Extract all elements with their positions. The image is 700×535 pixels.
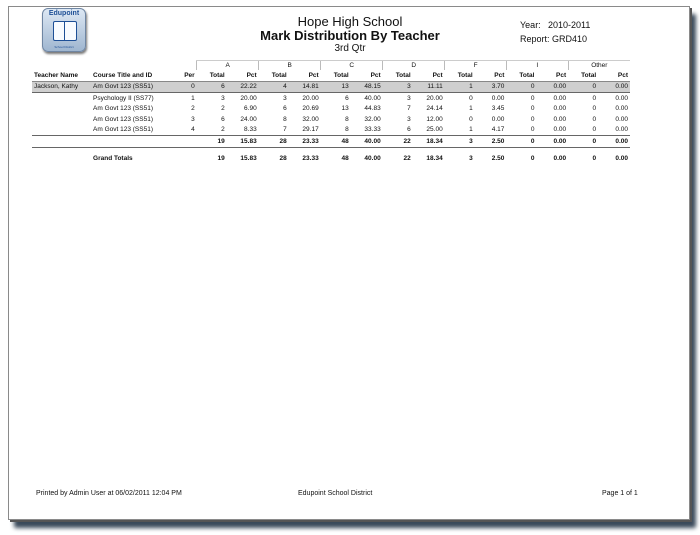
table-cell: 0.00 (615, 115, 628, 123)
col-total: Total (445, 70, 475, 81)
table-cell: 0.00 (615, 155, 628, 163)
table-cell: 0.00 (615, 94, 628, 102)
table-cell: 0 (530, 94, 535, 102)
group-header: I (506, 61, 568, 71)
table-cell: 8 (283, 115, 287, 123)
report-meta (520, 34, 588, 44)
table-cell: 3.70 (475, 81, 507, 93)
table-cell: 20.69 (302, 105, 319, 113)
table-cell: 3 (191, 115, 195, 123)
table-cell: 6 (283, 105, 287, 113)
table-cell: 24.14 (426, 105, 443, 113)
col-teacher: Teacher Name (32, 70, 91, 81)
table-cell: 0 (506, 81, 536, 93)
table-cell: 20.00 (240, 94, 257, 102)
table-cell (32, 125, 91, 136)
table-cell: Psychology II (SS77) (93, 94, 154, 102)
table-cell: 3 (445, 136, 475, 148)
table-cell: 0.00 (553, 115, 567, 123)
col-total: Total (197, 70, 227, 81)
table-cell: Am Govt 123 (SS51) (93, 115, 154, 123)
table-cell: Grand Totals (93, 155, 133, 163)
year-meta (520, 20, 591, 30)
table-cell: 40.00 (364, 94, 381, 102)
table-cell: Am Govt 123 (SS51) (93, 126, 154, 134)
table-cell: 18.34 (426, 155, 443, 163)
col-total: Total (568, 70, 598, 81)
table-cell: 32.00 (302, 115, 319, 123)
report-value: GRD410 (552, 34, 588, 44)
table-cell: 0 (179, 81, 197, 93)
table-cell: 0.00 (553, 155, 567, 163)
table-cell: 48.15 (351, 81, 383, 93)
table-cell (32, 93, 91, 104)
table-cell: 40.00 (364, 155, 381, 163)
table-cell: 25.00 (426, 126, 443, 134)
col-per: Per (179, 70, 197, 81)
col-pct: Pct (413, 70, 445, 81)
year-value: 2010-2011 (548, 20, 591, 30)
table-cell: 0 (592, 155, 597, 163)
table-cell: 15.83 (227, 136, 259, 148)
table-cell: 0.00 (491, 115, 505, 123)
col-pct: Pct (289, 70, 321, 81)
table-cell: 33.33 (364, 126, 381, 134)
table-cell: 22.22 (227, 81, 259, 93)
table-cell: 18.34 (413, 136, 445, 148)
table-cell: 3 (221, 94, 225, 102)
table-cell: 0 (530, 115, 535, 123)
table-cell: 8 (345, 126, 349, 134)
report-label: Report: (520, 34, 550, 44)
table-cell: 3.45 (491, 105, 505, 113)
table-row (32, 104, 630, 115)
col-pct: Pct (536, 70, 568, 81)
col-total: Total (259, 70, 289, 81)
table-cell: 6 (197, 81, 227, 93)
year-label: Year: (520, 20, 541, 30)
table-cell: 0.00 (491, 94, 505, 102)
table-cell: 0 (592, 126, 597, 134)
table-cell: 3 (469, 155, 473, 163)
col-pct: Pct (475, 70, 507, 81)
table-cell: 0.00 (615, 126, 628, 134)
table-cell: 19 (197, 136, 227, 148)
table-cell: 20.00 (426, 94, 443, 102)
table-cell: 0.00 (598, 136, 630, 148)
table-cell: 2.50 (491, 155, 505, 163)
table-cell: 2 (221, 105, 225, 113)
table-cell: 48 (321, 136, 351, 148)
group-header: Other (568, 61, 630, 71)
table-cell: 23.33 (302, 155, 319, 163)
table-cell: 2.50 (475, 136, 507, 148)
table-cell: 7 (407, 105, 411, 113)
table-cell: 0.00 (598, 81, 630, 93)
table-cell (32, 104, 91, 115)
table-cell (179, 154, 197, 165)
col-total: Total (506, 70, 536, 81)
footer-printed: Printed by Admin User at 06/02/2011 12:04 PM (36, 490, 182, 497)
table-cell: 4 (191, 126, 195, 134)
table-cell: 13 (341, 105, 349, 113)
table-row (32, 125, 630, 136)
col-total: Total (321, 70, 351, 81)
table-cell: 1 (469, 105, 473, 113)
table-cell: 28 (279, 155, 287, 163)
group-header: A (197, 61, 259, 71)
term-label: 3rd Qtr (334, 43, 366, 54)
table-cell: 0.00 (553, 126, 567, 134)
table-cell: 0.00 (553, 94, 567, 102)
school-name: Hope High School (297, 14, 403, 29)
table-cell: 4.17 (491, 126, 505, 134)
subtotal-row (32, 136, 630, 148)
table-cell: 6 (407, 126, 411, 134)
table-cell: 40.00 (351, 136, 383, 148)
table-cell: 20.00 (302, 94, 319, 102)
group-header: F (445, 61, 507, 71)
table-cell: 1 (469, 126, 473, 134)
table-cell: 0.00 (553, 105, 567, 113)
table-cell: 0.00 (536, 81, 568, 93)
table-row (32, 81, 630, 93)
group-header: D (383, 61, 445, 71)
table-cell: 11.11 (413, 81, 445, 93)
footer-district: Edupoint School District (298, 490, 373, 497)
table-cell (32, 136, 91, 148)
table-cell: 6.90 (244, 105, 257, 113)
table-cell: 19 (217, 155, 225, 163)
table-cell: 0 (506, 136, 536, 148)
group-header: B (259, 61, 321, 71)
table-cell: 28 (259, 136, 289, 148)
table-cell: 2 (221, 126, 225, 134)
table-cell: 8.33 (244, 126, 257, 134)
table-cell: 0 (530, 155, 535, 163)
col-pct: Pct (227, 70, 259, 81)
table-cell: 1 (445, 81, 475, 93)
table-cell (179, 136, 197, 148)
table-cell: 29.17 (302, 126, 319, 134)
table-cell: 0 (469, 94, 473, 102)
logo-sub: School District (54, 45, 74, 49)
table-cell: 3 (407, 94, 411, 102)
table-cell: 44.83 (364, 105, 381, 113)
table-cell: 6 (345, 94, 349, 102)
table-cell: 0 (592, 105, 597, 113)
table-cell: 48 (341, 155, 349, 163)
table-cell: 4 (259, 81, 289, 93)
logo-brand: Edupoint (48, 10, 80, 17)
table-cell: 3 (383, 81, 413, 93)
table-cell: 1 (191, 94, 195, 102)
table-cell: 24.00 (240, 115, 257, 123)
distribution-table (32, 60, 630, 164)
footer-page: Page 1 of 1 (602, 490, 638, 497)
table-cell (91, 136, 179, 148)
table-cell: 22 (403, 155, 411, 163)
grade-group-row (32, 61, 630, 71)
table-cell: 23.33 (289, 136, 321, 148)
table-cell: Am Govt 123 (SS51) (91, 81, 179, 93)
table-row (32, 114, 630, 125)
column-header-row (32, 70, 630, 81)
col-pct: Pct (598, 70, 630, 81)
table-cell: 0.00 (615, 105, 628, 113)
table-cell: 0.00 (536, 136, 568, 148)
table-cell: 3 (407, 115, 411, 123)
table-cell: 0 (568, 136, 598, 148)
table-cell: 15.83 (240, 155, 257, 163)
table-cell: 22 (383, 136, 413, 148)
table-row (32, 93, 630, 104)
table-cell: 13 (321, 81, 351, 93)
table-cell: 0 (469, 115, 473, 123)
table-cell: 0 (568, 81, 598, 93)
group-header: C (321, 61, 383, 71)
table-cell: 7 (283, 126, 287, 134)
table-cell: 8 (345, 115, 349, 123)
col-pct: Pct (351, 70, 383, 81)
table-cell (32, 154, 91, 165)
table-cell: 0 (592, 115, 597, 123)
table-cell: 2 (191, 105, 195, 113)
table-cell: 0 (530, 126, 535, 134)
table-cell: 14.81 (289, 81, 321, 93)
table-cell: 12.00 (426, 115, 443, 123)
table-cell: 3 (283, 94, 287, 102)
table-cell: Jackson, Kathy (32, 81, 91, 93)
table-cell (32, 114, 91, 125)
table-cell: Am Govt 123 (SS51) (93, 105, 154, 113)
report-title: Mark Distribution By Teacher (260, 28, 440, 43)
col-course: Course Title and ID (91, 70, 179, 81)
table-cell: 6 (221, 115, 225, 123)
col-total: Total (383, 70, 413, 81)
grand-total-row (32, 154, 630, 165)
table-cell: 0 (592, 94, 597, 102)
table-cell: 0 (530, 105, 535, 113)
table-cell: 32.00 (364, 115, 381, 123)
